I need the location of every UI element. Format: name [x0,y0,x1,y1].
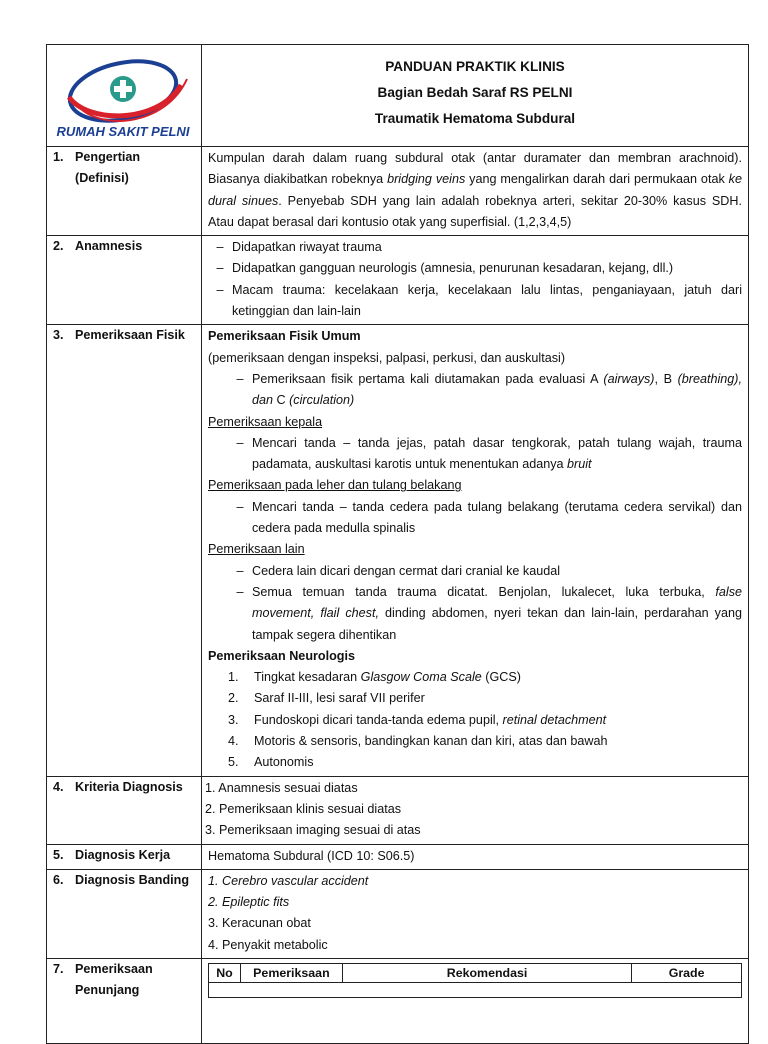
subsection-heading: Pemeriksaan lain [208,542,305,557]
subsection-heading: Pemeriksaan kepala [208,414,323,429]
paragraph-text: yang mengalirkan darah dari permukaan otak [465,172,729,187]
section-label [47,869,202,958]
header-row [47,45,749,147]
section-label [47,147,202,236]
list-item: – Didapatkan riwayat trauma [216,240,382,255]
list-item: 2. Epileptic fits [208,895,290,910]
section-row-pemeriksaan-penunjang [47,958,749,1043]
section-title: Pengertian [75,150,141,164]
list-item: 3. Pemeriksaan imaging sesuai di atas [205,823,421,838]
section-number: 3. [53,328,64,343]
list-item: – Mencari tanda – tanda jejas, patah dasar tengkorak, patah tulang wajah, trauma padamata, auskultasi karotis untuk menentukan adanya bruit [236,435,742,472]
logo-text: RUMAH SAKIT PELNI [56,124,190,139]
doc-department: Bagian Bedah Saraf RS PELNI [377,85,573,100]
numbered-item: 3. Fundoskopi dicari tanda-tanda edema pupil, retinal detachment [228,712,607,727]
section-content [202,776,749,844]
section-number: 4. [53,779,64,794]
section-subtitle: Penunjang [75,982,140,997]
clinical-guideline-table [46,44,749,1044]
section-row-pemeriksaan-fisik [47,325,749,776]
section-content [202,147,749,236]
section-label [47,325,202,776]
numbered-item: 5. Autonomis [228,755,314,770]
supporting-exam-table [208,963,742,998]
document-page [46,44,748,1044]
section-row-diagnosis-kerja [47,844,749,869]
list-item: – Didapatkan gangguan neurologis (amnesia, penurunan kesadaran, kejang, dll.) [216,261,674,276]
paragraph-text: Kumpulan darah dalam ruang subdural otak (antar duramater dan membran arachnoid). Biasanya diakibatkan robeknya [208,151,742,187]
section-content [202,325,749,776]
list-item: 4. Penyakit metabolic [208,937,328,952]
section-number: 5. [53,847,64,862]
section-label [47,958,202,1043]
section-number: 6. [53,872,64,887]
section-subtitle: (Definisi) [75,171,129,185]
diagnosis-text: Hematoma Subdural (ICD 10: S06.5) [208,848,415,863]
numbered-item: 2. Saraf II-III, lesi saraf VII perifer [228,691,425,706]
subsection-heading: Pemeriksaan Fisik Umum [208,329,361,344]
document-header [202,45,749,147]
list-item: – Mencari tanda – tanda cedera pada tulang belakang (terutama cedera servikal) dan cedera pada medulla spinalis [236,499,742,536]
doc-topic: Traumatik Hematoma Subdural [374,111,576,126]
list-item: – Semua temuan tanda trauma dicatat. Benjolan, lukalecet, luka terbuka, false movement, flail chest, dinding abdomen, nyeri tekan dan lain-lain, perdarahan yang tampak segera dihentikan [236,584,742,642]
column-header: Pemeriksaan [240,963,342,982]
numbered-item: 1. Tingkat kesadaran Glasgow Coma Scale (GCS) [228,670,521,685]
list-item: – Pemeriksaan fisik pertama kali diutamakan pada evaluasi A (airways), B (breathing), dan C (circulation) [236,371,742,408]
section-number: 2. [53,239,64,254]
section-content [202,869,749,958]
subsection-heading: Pemeriksaan Neurologis [208,648,355,663]
subsection-heading: Pemeriksaan pada leher dan tulang belakang [208,478,462,493]
section-label [47,776,202,844]
numbered-item: 4. Motoris & sensoris, bandingkan kanan dan kiri, atas dan bawah [228,734,608,749]
list-item: – Cedera lain dicari dengan cermat dari cranial ke kaudal [236,563,561,578]
paragraph-text: . Penyebab SDH yang lain adalah robeknya arteri, sekitar 20-30% kasus SDH. Atau dapat berasal dari kontusio otak yang superfisial. (1,2,3,4,5) [208,193,742,229]
section-row-pengertian [47,147,749,236]
doc-title: PANDUAN PRAKTIK KLINIS [385,59,565,74]
section-content [202,958,749,1043]
section-title: Kriteria Diagnosis [75,779,183,794]
section-title: Pemeriksaan Fisik [75,328,185,343]
section-number: 7. [53,961,64,976]
section-label [47,236,202,325]
section-title: Pemeriksaan [75,961,153,976]
section-number: 1. [53,150,64,164]
table-header-row [209,963,742,982]
section-row-kriteria-diagnosis [47,776,749,844]
section-row-diagnosis-banding [47,869,749,958]
list-item: 1. Anamnesis sesuai diatas [205,780,358,795]
column-header: No [209,963,241,982]
list-item: 2. Pemeriksaan klinis sesuai diatas [205,801,401,816]
section-content [202,844,749,869]
section-label [47,844,202,869]
section-title: Diagnosis Banding [75,872,190,887]
italic-term: bridging veins [387,172,466,187]
section-content [202,236,749,325]
section-title: Anamnesis [75,239,143,254]
logo-cell [47,45,202,147]
column-header: Rekomendasi [342,963,631,982]
list-item: 3. Keracunan obat [208,916,311,931]
hospital-logo [47,45,202,143]
list-item: – Macam trauma: kecelakaan kerja, kecelakaan lalu lintas, penganiayaan, jatuh dari ketinggian dan lain-lain [216,282,742,319]
subsection-note: (pemeriksaan dengan inspeksi, palpasi, perkusi, dan auskultasi) [208,350,566,365]
section-title: Diagnosis Kerja [75,847,171,862]
list-item: 1. Cerebro vascular accident [208,873,369,888]
section-row-anamnesis [47,236,749,325]
italic-term: ke dural sinues [208,172,742,208]
table-row [209,982,742,997]
column-header: Grade [632,963,742,982]
